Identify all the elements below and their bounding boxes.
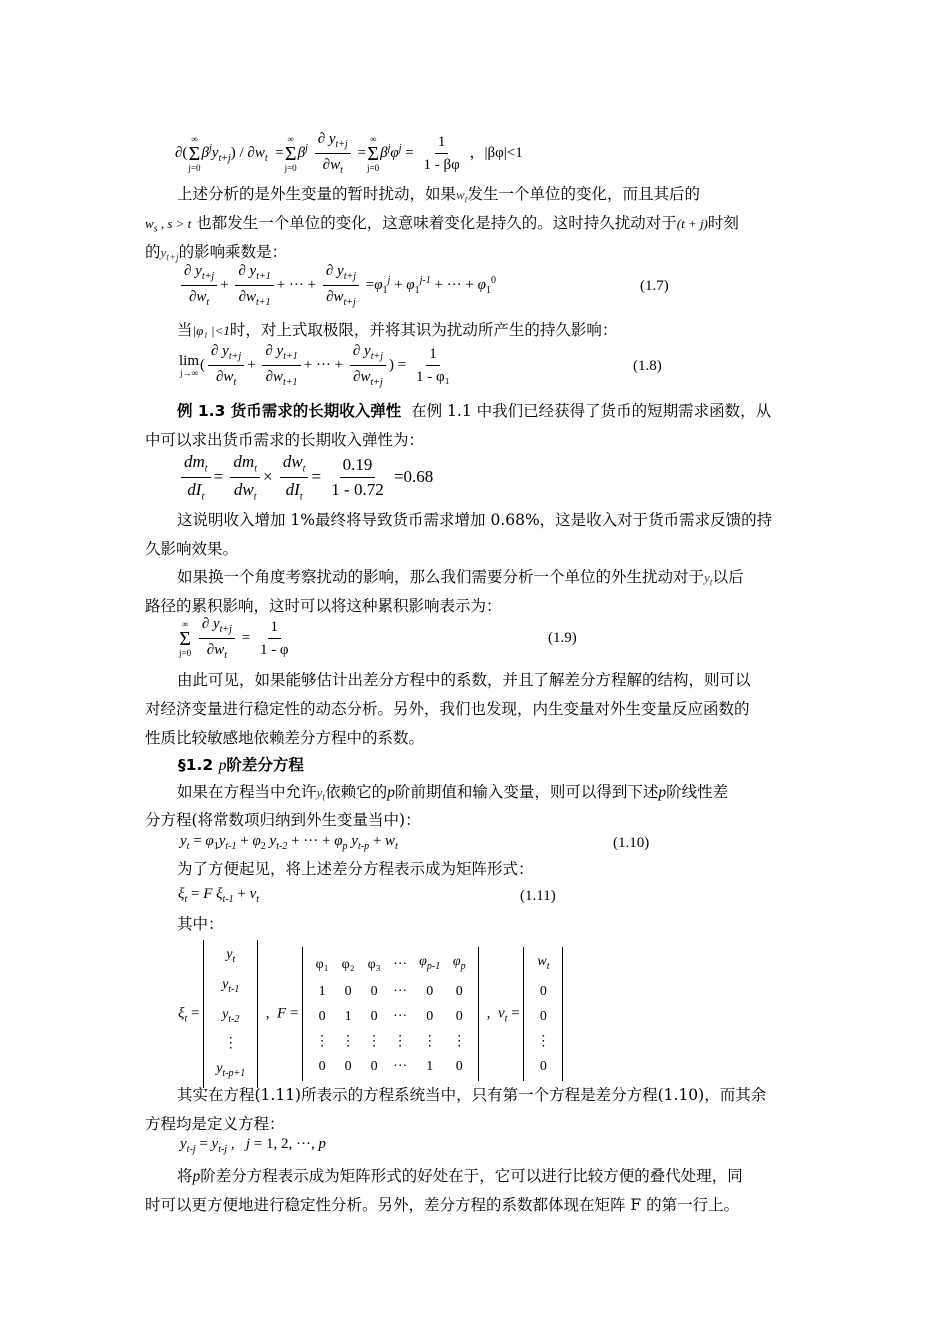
- paragraph-1-line-2: $w_s$ , s > t 也都发生一个单位的变化，这意味着变化是持久的。这时持久扰动对于(t + j)时刻: [145, 214, 739, 235]
- f-matrix-cell: 0: [344, 1058, 352, 1074]
- f-matrix-cell: ⋮: [393, 1033, 408, 1049]
- eq-top-cond: ，|βφ|<1: [469, 144, 523, 161]
- f-matrix-cell: ···: [393, 1008, 408, 1024]
- f-matrix-cell: 0: [370, 983, 378, 999]
- paragraph-10-line-2: 时可以更方便地进行稳定性分析。另外，差分方程的系数都体现在矩阵 F 的第一行上。: [145, 1196, 740, 1214]
- f-matrix-cell: 1: [344, 1008, 352, 1024]
- f-matrix-cell: ⋮: [422, 1033, 437, 1049]
- v-cell: 0: [539, 1008, 547, 1024]
- equation-1-8: lim j→∞ ( $\frac{\partial y_{t+j}}{\partial w_t}$ + $\frac{\partial y_{t+1}}{\partial w_{t+1}}$ + ··· + $\frac{\partial y_{t+j}}{\partial w_{t+j}}$ ) = $\frac{1}{\text{1 - φ₁}}$: [179, 343, 450, 388]
- equation-1-7: $\frac{\partial y_{t+j}}{\partial w_t}$ + $\frac{\partial y_{t+1}}{\partial w_{t+1}}$ + ··· + $\frac{\partial y_{t+j}}{\partial w_{t+j}}$ $=\varphi_1^j + \varphi_1^{j-1}$ + ··· + $\varphi_1^0$: [178, 262, 496, 309]
- equation-1-9: ∞ Σ j=0 $\frac{\partial y_{t+j}}{\partial w_t}$ = $\frac{1}{1 - \varphi}$: [179, 616, 289, 661]
- f-matrix-cell: $\varphi_{p-1}$: [419, 954, 441, 972]
- f-matrix-cell: $\varphi_p$: [452, 954, 466, 972]
- f-matrix-cell: ⋮: [341, 1033, 356, 1049]
- eq-number-1-11: (1.11): [520, 888, 556, 904]
- paragraph-2: 当|φ₁ |<1时，对上式取极限，并将其识为扰动所产生的持久影响：: [177, 321, 618, 339]
- paragraph-3-line-2: 久影响效果。: [145, 540, 239, 558]
- f-matrix-cell: 0: [426, 1008, 434, 1024]
- equation-top: ∂( ∞ Σ j=0 $\beta^jy_{t+j}) / \partial w_t$ = ∞ Σ j=0 $\beta^j$ $\frac{\partial y_{t+j}}{\partial w_t}$ = ∞ Σ j=0 $\beta^j\varphi^j$ = $\frac{1}{1 - \beta\varphi}$ ，|βφ|<1: [175, 131, 523, 176]
- paragraph-3-line-1: 这说明收入增加 1%最终将导致货币需求增加 0.68%，这是收入对于货币需求反馈的持: [177, 511, 773, 529]
- paragraph-8: 其中：: [177, 915, 224, 933]
- paragraph-7: 为了方便起见，将上述差分方程表示成为矩阵形式：: [177, 860, 534, 878]
- xi-cell: $y_t$: [226, 947, 236, 965]
- f-matrix-cell: 0: [370, 1058, 378, 1074]
- f-matrix-cell: φ₃: [367, 956, 381, 972]
- paragraph-9-line-2: 方程均是定义方程：: [145, 1115, 285, 1133]
- f-matrix-cell: 0: [426, 983, 434, 999]
- matrix-definitions: $\xi_t$ = $y_t$ $y_{t-1}$ $y_{t-2}$ ⋮ $y_{t-p+1}$ , F = φ₁ φ₂ φ₃ ··· $\varphi_{p-1}$ $\varphi_p$ 1 0 0 ··· 0 0 0 1 0 ··· 0 0 ⋮ ⋮ ⋮ ⋮ ⋮ ⋮ 0 0 0 ··· 1 0 , $v_t$ = $w_t$ 0 0 ⋮ 0: [178, 940, 563, 1088]
- f-matrix-cell: 0: [370, 1008, 378, 1024]
- f-matrix-cell: 0: [455, 983, 463, 999]
- xi-cell: $y_{t-p+1}$: [216, 1061, 246, 1080]
- eq-number-1-9: (1.9): [548, 630, 577, 646]
- f-matrix-cell: ···: [393, 983, 408, 999]
- eq-number-1-10: (1.10): [613, 835, 650, 851]
- f-matrix-cell: 0: [455, 1008, 463, 1024]
- paragraph-4-line-2: 路径的累积影响，这时可以将这种累积影响表示为：: [145, 597, 502, 615]
- f-matrix: [302, 947, 479, 1081]
- f-matrix-cell: φ₂: [341, 956, 355, 972]
- f-matrix-cell: 0: [344, 983, 352, 999]
- equation-1-10: $y_t = \varphi_1y_{t-1} + \varphi_2$ $y_{t-2}$ + ··· + $\varphi_p$ $y_{t-p} + w_t$: [180, 833, 398, 852]
- paragraph-5-line-2: 对经济变量进行稳定性的动态分析。另外，我们也发现，内生变量对外生变量反应函数的: [145, 700, 750, 718]
- paragraph-1-line-3: 的$y_{t+j}$的影响乘数是：: [145, 243, 288, 264]
- paragraph-10-line-1: 将p阶差分方程表示成为矩阵形式的好处在于，它可以进行比较方便的叠代处理，同: [177, 1167, 743, 1185]
- v-cell: ⋮: [536, 1033, 551, 1049]
- eq-number-1-8: (1.8): [633, 358, 662, 374]
- f-matrix-cell: 0: [318, 1058, 326, 1074]
- v-cell: 0: [539, 983, 547, 999]
- eq-top-den: 1 - βφ: [423, 157, 460, 173]
- xi-cell: $y_{t-2}$: [222, 1006, 240, 1025]
- f-matrix-cell: ⋮: [367, 1033, 382, 1049]
- definition-equation: $y_{t-j} = y_{t-j}$ , j = 1, 2, ···, p: [180, 1136, 326, 1155]
- f-matrix-cell: ···: [393, 956, 408, 972]
- f-matrix-cell: 1: [426, 1058, 434, 1074]
- f-matrix-cell: ⋮: [315, 1033, 330, 1049]
- equation-1-11: $\xi_t = F$ $\xi_{t-1} + v_t$: [178, 886, 260, 905]
- f-matrix-cell: ⋮: [452, 1033, 467, 1049]
- f-matrix-cell: 1: [318, 983, 326, 999]
- section-heading: §1.2 p阶差分方程: [178, 756, 304, 774]
- eq-top-num: 1: [435, 133, 449, 154]
- paragraph-5-line-1: 由此可见，如果能够估计出差分方程中的系数，并且了解差分方程解的结构，则可以: [177, 671, 751, 689]
- example-title: 例 1.3 货币需求的长期收入弹性: [177, 402, 402, 420]
- paragraph-6-line-2: 分方程(将常数项归纳到外生变量当中)：: [145, 811, 421, 829]
- equation-elasticity: $\frac{dm_t}{dI_t}$ = $\frac{dm_t}{dw_t}$ × $\frac{dw_t}{dI_t}$ = $\frac{0.19}{1 - 0.72}$ =0.68: [178, 452, 433, 504]
- paragraph-1-line-1: 上述分析的是外生变量的暂时扰动，如果$w_t$发生一个单位的变化，而且其后的: [177, 185, 700, 206]
- example-1-3-line-1: 例 1.3 货币需求的长期收入弹性 在例 1.1 中我们已经获得了货币的短期需求函数，从: [177, 402, 772, 420]
- paragraph-5-line-3: 性质比较敏感地依赖差分方程中的系数。: [145, 729, 425, 747]
- f-matrix-cell: 0: [318, 1008, 326, 1024]
- f-matrix-cell: 0: [455, 1058, 463, 1074]
- v-vector: [523, 947, 563, 1081]
- paragraph-4-line-1: 如果换一个角度考察扰动的影响，那么我们需要分析一个单位的外生扰动对于$y_t$以后: [177, 568, 744, 589]
- xi-cell: ⋮: [223, 1036, 238, 1052]
- eq-number-1-7: (1.7): [640, 278, 669, 294]
- paragraph-9-line-1: 其实在方程(1.11)所表示的方程系统当中，只有第一个方程是差分方程(1.10)，而其余: [177, 1086, 767, 1104]
- v-cell: 0: [539, 1058, 547, 1074]
- example-1-3-line-2: 中可以求出货币需求的长期收入弹性为：: [145, 431, 425, 449]
- xi-vector: [203, 940, 258, 1088]
- f-matrix-cell: ···: [393, 1058, 408, 1074]
- v-cell: $w_t$: [537, 954, 550, 972]
- f-matrix-cell: φ₁: [315, 956, 329, 972]
- xi-cell: $y_{t-1}$: [222, 976, 240, 995]
- paragraph-6-line-1: 如果在方程当中允许$y_t$依赖它的p阶前期值和输入变量，则可以得到下述p阶线性差: [177, 783, 729, 804]
